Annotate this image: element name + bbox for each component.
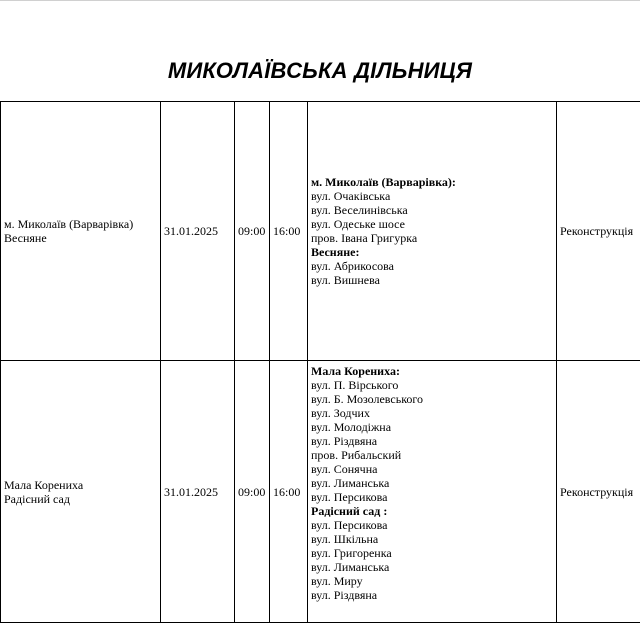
outage-table: [0, 101, 640, 623]
street-item: вул. Шкільна: [311, 532, 553, 546]
date-cell: 31.01.2025: [161, 102, 235, 361]
location-name: Весняне: [4, 231, 157, 245]
settlement-heading: Весняне:: [311, 245, 553, 259]
street-item: вул. Лиманська: [311, 560, 553, 574]
location-name: Мала Корениха: [4, 478, 157, 492]
reason-cell: Реконструкція: [557, 361, 640, 623]
street-item: вул. Вишнева: [311, 273, 553, 287]
street-item: вул. Веселинівська: [311, 203, 553, 217]
address-cell: [308, 102, 557, 361]
top-divider: [0, 0, 640, 1]
reason-cell: Реконструкція: [557, 102, 640, 361]
street-item: вул. Молодіжна: [311, 420, 553, 434]
start-time-cell: 09:00: [235, 361, 270, 623]
date-cell: 31.01.2025: [161, 361, 235, 623]
end-time-cell: 16:00: [270, 102, 308, 361]
street-item: вул. Сонячна: [311, 462, 553, 476]
location-cell: [1, 361, 161, 623]
location-cell: [1, 102, 161, 361]
street-item: вул. Персикова: [311, 518, 553, 532]
address-cell: [308, 361, 557, 623]
table-row: [1, 102, 640, 361]
street-item: вул. Миру: [311, 574, 553, 588]
location-name: Радісний сад: [4, 492, 157, 506]
street-item: вул. Абрикосова: [311, 259, 553, 273]
street-item: пров. Рибальский: [311, 448, 553, 462]
end-time-cell: 16:00: [270, 361, 308, 623]
location-name: м. Миколаїв (Варварівка): [4, 217, 157, 231]
street-item: вул. Різдвяна: [311, 588, 553, 602]
street-item: пров. Івана Григурка: [311, 231, 553, 245]
settlement-heading: Мала Корениха:: [311, 364, 553, 378]
table-row: [1, 361, 640, 623]
street-item: вул. Різдвяна: [311, 434, 553, 448]
street-item: вул. Б. Мозолевського: [311, 392, 553, 406]
street-item: вул. Персикова: [311, 490, 553, 504]
street-item: вул. П. Вірського: [311, 378, 553, 392]
start-time-cell: 09:00: [235, 102, 270, 361]
page-title: МИКОЛАЇВСЬКА ДІЛЬНИЦЯ: [0, 58, 640, 84]
street-item: вул. Очаківська: [311, 189, 553, 203]
settlement-heading: м. Миколаїв (Варварівка):: [311, 175, 553, 189]
street-item: вул. Григоренка: [311, 546, 553, 560]
street-item: вул. Одеське шосе: [311, 217, 553, 231]
street-item: вул. Лиманська: [311, 476, 553, 490]
settlement-heading: Радісний сад :: [311, 504, 553, 518]
street-item: вул. Зодчих: [311, 406, 553, 420]
